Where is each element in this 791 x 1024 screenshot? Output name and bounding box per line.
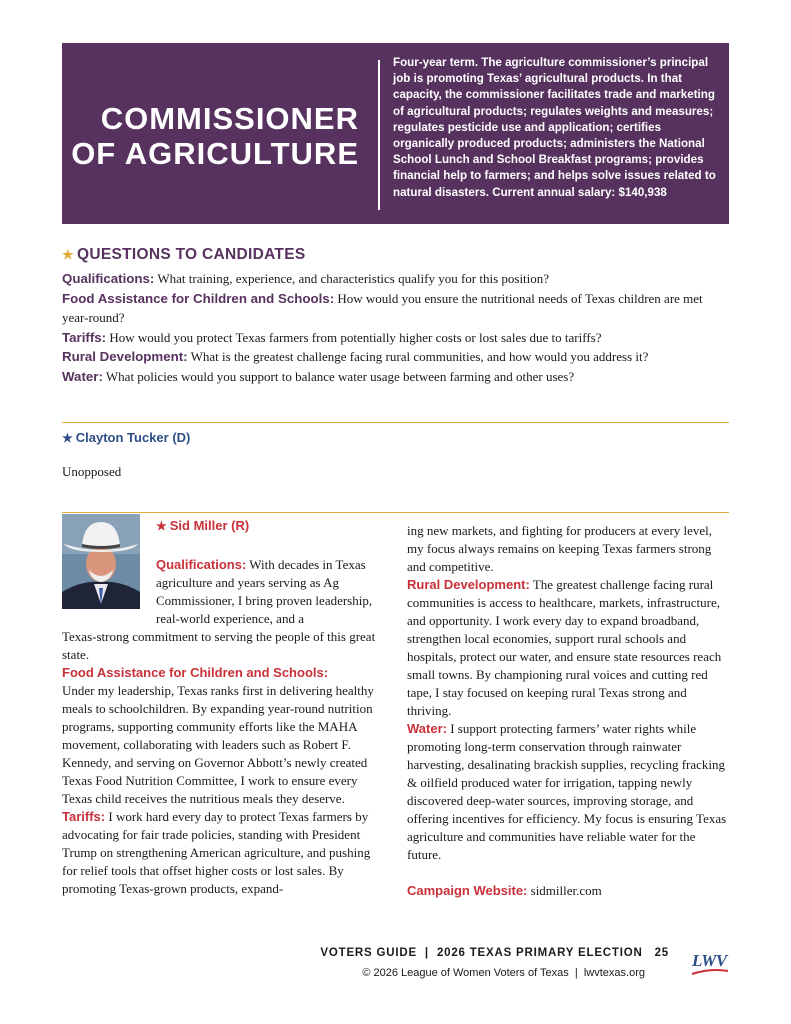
candidate-name: Clayton Tucker (D) [75,430,191,445]
footer-site-link[interactable]: lwvtexas.org [583,967,645,979]
response-label: Tariffs: [62,809,106,824]
footer-guide-line: VOTERS GUIDE | 2026 TEXAS PRIMARY ELECTION 25 [320,947,669,959]
response-label: Food Assistance for Children and Schools: [62,665,329,680]
office-description: Four-year term. The agriculture commissioner’s principal job is promoting Texas’ agricultural products. In that capacity, the commissioner facilitates trade and marketing of agricultural products; regulates weights and measures; regulates pesticide use and application; certifies organically produced products; administers the National School Lunch and School Breakfast programs; provides financial help to farmers; and helps solve issues related to natural disasters. Current annual salary: $140,938 [393,56,716,199]
star-icon: ★ [156,519,167,533]
question-food-assistance [62,289,732,328]
section-divider [62,422,729,423]
office-title [71,101,359,171]
questions-list [62,269,732,387]
candidate-miller-photo [62,514,140,609]
question-label: Tariffs: [62,329,107,345]
page-number: 25 [654,947,669,959]
miller-tariffs-response: Tariffs: I work hard every day to protect Texas farmers by advocating for fair trade policies, standing with President Trump on strengthening American agriculture, and pushing for relief tools that offset higher costs or lost sales. By promoting Texas-grown products, expand- [62,809,371,896]
miller-food-response [62,664,382,808]
star-icon: ★ [62,247,74,262]
response-label: Qualifications: [156,557,247,572]
questions-heading [62,246,305,264]
question-rural-development [62,347,732,367]
response-text: Under my leadership, Texas ranks first in delivering healthy meals to schoolchildren. By expanding year-round nutrition programs, supporting community efforts like the MAHA movement, collaborating with leaders such as Robert F. Kennedy, and serving on Governor Abbott’s newly created Texas Food Nutrition Committee, I work to ensure every Texas child receives the nutritious meals they deserve. [62,683,374,806]
response-label: Water: [407,721,447,736]
banner-divider [378,60,380,210]
question-text: What training, experience, and characteristics qualify you for this position? [154,271,550,286]
response-label: Campaign Website: [407,883,528,898]
candidate-tucker-name [62,430,190,445]
question-text: How would you ensure the nutritional needs of Texas children are met year-round? [62,290,703,326]
candidate-name: Sid Miller (R) [169,518,250,533]
miller-qualifications-continued: Texas-strong commitment to serving the people of this great state. [62,629,376,662]
question-text: How would you protect Texas farmers from potentially higher costs or lost sales due to tariffs? [106,329,602,345]
miller-left-column [62,628,382,898]
footer-guide: VOTERS GUIDE [320,947,417,959]
response-text: The greatest challenge facing rural communities is access to healthcare, markets, infrastructure, and opportunity. I work every day to expand broadband, strengthen local economies, support rural schools and hospitals, protect our water, and ensure state resources reach small towns. By championing rural voices and cutting red tape, I stay focused on keeping rural Texas strong and thriving. [407,577,722,718]
miller-tariffs-continued: ing new markets, and fighting for producers at every level, my focus always remains on keeping Texas farmers strong and competitive. [407,523,713,574]
star-icon: ★ [62,431,73,445]
footer-copyright-line: © 2026 League of Women Voters of Texas | lwvtexas.org [362,967,645,979]
miller-qualifications-intro [156,556,378,628]
section-divider [62,512,729,513]
miller-website [407,882,729,900]
question-label: Water: [62,368,103,384]
office-title-line2: OF AGRICULTURE [71,136,359,171]
miller-right-column [407,522,729,900]
office-title-line1: COMMISSIONER [100,101,359,136]
campaign-website-link[interactable]: sidmiller.com [530,883,602,898]
question-label: Rural Development: [62,349,188,365]
miller-rural-response [407,576,729,720]
lwv-logo-swoosh-icon [690,968,730,976]
footer-election: 2026 TEXAS PRIMARY ELECTION [436,947,643,959]
miller-water-response [407,720,729,864]
candidate-tucker-status: Unopposed [62,464,122,479]
questions-heading-text: QUESTIONS TO CANDIDATES [76,246,306,263]
candidate-miller-name [156,518,249,533]
footer-copyright: © 2026 League of Women Voters of Texas [362,967,569,979]
question-tariffs [62,328,732,348]
lwv-logo: LWV [692,951,727,970]
question-text: What policies would you support to balance water usage between farming and other uses? [102,368,575,384]
miller-qualifications-para: Qualifications: With decades in Texas agriculture and years serving as Ag Commissioner, I bring proven leadership, real-world experience, and a [156,557,373,626]
response-label: Rural Development: [407,577,530,592]
question-water [62,367,732,387]
question-text: What is the greatest challenge facing rural communities, and how would you address it? [187,349,649,365]
response-text: I support protecting farmers’ water rights while promoting long-term conservation through rainwater harvesting, desalinating brackish supplies, recycling fracking & oilfield produced water for irrigation, tapping newly discovered deep-water sources, improving storage, and offering incentives for efficiency. My focus is ensuring Texas agriculture and communities have reliable water for the future. [407,721,727,862]
question-qualifications [62,269,732,289]
question-label: Food Assistance for Children and Schools: [62,290,335,306]
office-banner [62,43,729,224]
question-label: Qualifications: [62,271,155,286]
